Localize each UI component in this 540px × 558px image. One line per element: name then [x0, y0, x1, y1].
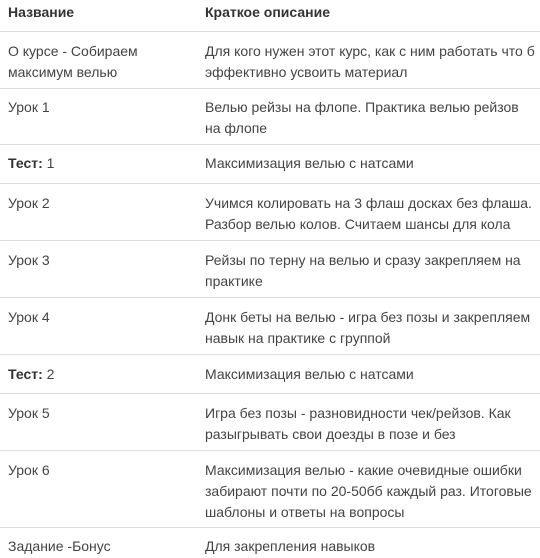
row-name: О курсе - Собираем максимум велью	[8, 43, 138, 80]
row-name	[8, 153, 188, 174]
table-row	[0, 450, 540, 528]
row-description: Рейзы по терну на велью и сразу закрепляем на практике	[205, 252, 521, 289]
row-description: Для кого нужен этот курс, как с ним работать что б эффективно усвоить материал	[205, 43, 535, 80]
row-description: Учимся колировать на 3 флаш досках без флаша. Разбор велью колов. Считаем шансы для кола	[205, 195, 532, 232]
row-description: Максимизация велью - какие очевидные ошибки забирают почти по 20-50бб каждый раз. Итоговые шаблоны и ответы на вопросы	[205, 462, 532, 520]
row-name: Урок 3	[8, 252, 50, 268]
table-row	[0, 354, 540, 394]
header-description: Краткое описание	[205, 4, 330, 20]
test-label: Тест:	[8, 366, 43, 382]
header-name: Название	[8, 4, 75, 20]
row-name: Урок 5	[8, 405, 50, 421]
row-name	[8, 364, 188, 385]
row-description: Максимизация велью с натсами	[205, 155, 414, 171]
table-row	[0, 527, 540, 558]
test-label: Тест:	[8, 155, 43, 171]
table-row	[0, 144, 540, 184]
table-row	[0, 88, 540, 145]
row-description: Донк беты на велью - игра без позы и закрепляем навык на практике с группой	[205, 309, 531, 346]
table-row	[0, 393, 540, 451]
row-name: Задание -Бонус	[8, 538, 111, 554]
row-name: Урок 1	[8, 99, 50, 115]
table-row	[0, 297, 540, 355]
table-row	[0, 31, 540, 89]
row-description: Велью рейзы на флопе. Практика велью рейзов на флопе	[205, 99, 519, 136]
row-description: Максимизация велью с натсами	[205, 366, 414, 382]
test-number: 2	[42, 366, 55, 382]
row-name: Урок 6	[8, 462, 50, 478]
table-header	[0, 0, 540, 32]
row-description: Для закрепления навыков	[205, 538, 376, 554]
table-row	[0, 240, 540, 298]
row-description: Игра без позы - разновидности чек/рейзов. Как разыгрывать свои доезды в позе и без	[205, 405, 511, 442]
test-number: 1	[42, 155, 55, 171]
row-name: Урок 4	[8, 309, 50, 325]
table-row	[0, 183, 540, 241]
row-name: Урок 2	[8, 195, 50, 211]
